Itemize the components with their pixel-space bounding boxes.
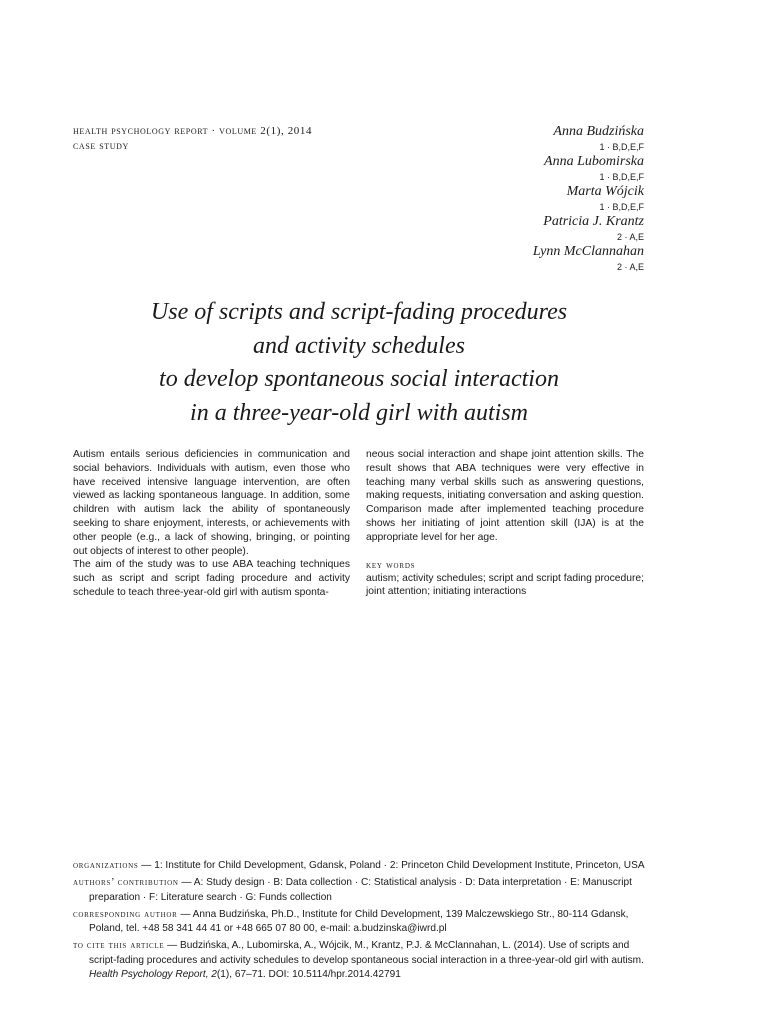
author-entry <box>533 214 644 244</box>
citation-text-end: (1), 67–71. DOI: 10.5114/hpr.2014.42791 <box>216 969 401 981</box>
author-affiliation: 1 · B,D,E,F <box>599 202 644 212</box>
abstract-left-column <box>73 448 350 600</box>
author-name: Anna Budzińska <box>553 124 644 139</box>
journal-line: health psychology report · volume 2(1), 2014 <box>73 125 313 137</box>
citation-note <box>73 939 648 982</box>
corresponding-label: corresponding author <box>73 908 178 920</box>
abstract-paragraph-aim-cont: neous social interaction and shape joint attention skills. The result shows that ABA techniques were very effective in teaching many verbal skills such as answering questions, making requests, initiating conversation and asking question. Comparison made after implemented teaching procedure shows her initiating of joint attention skill (IJA) is at the appropriate level for her age. <box>366 449 644 543</box>
contribution-text: — A: Study design · B: Data collection · C: Statistical analysis · D: Data interpretation · E: Manuscript preparation · F: Literature search · G: Funds collection <box>89 877 632 903</box>
title-line: in a three-year-old girl with autism <box>190 399 528 426</box>
abstract-paragraph: Autism entails serious deficiencies in communication and social behaviors. Individuals with autism, even those who have received intensive language intervention, are often viewed as lacking spontaneous language. In addition, some children with autism lack the ability of spontaneously seeking to share enjoyment, interests, or achievements with other people (e.g., a lack of showing, bringing, or pointing out objects of interest to other people). <box>73 449 350 557</box>
author-entry <box>533 244 644 274</box>
contribution-label: authors’ contribution <box>73 877 179 889</box>
citation-journal: Health Psychology Report, 2 <box>89 969 217 981</box>
author-affiliation: 2 · A,E <box>616 262 644 272</box>
author-affiliation: 1 · B,D,E,F <box>599 172 644 182</box>
keywords-label: key words <box>366 559 416 571</box>
article-title <box>73 296 645 430</box>
contribution-note <box>73 876 648 905</box>
organizations-label: organizations <box>73 860 139 871</box>
author-entry <box>533 154 644 184</box>
author-name: Lynn McClannahan <box>532 244 644 259</box>
organizations-note <box>73 859 648 873</box>
keywords-text: autism; activity schedules; script and script fading procedure; joint attention; initiating interactions <box>366 572 644 598</box>
title-line: and activity schedules <box>253 332 465 359</box>
organizations-text: — 1: Institute for Child Development, Gdansk, Poland · 2: Princeton Child Development Institute, Princeton, USA <box>138 860 645 871</box>
corresponding-text: — Anna Budzińska, Ph.D., Institute for Child Development, 139 Malczewskiego Str., 80-114 Gdansk, Poland, tel. +48 58 341 44 41 or +48 665 07 80 00, e-mail: a.budzinska@iwrd.pl <box>89 908 629 935</box>
author-name: Marta Wójcik <box>566 184 644 199</box>
abstract-paragraph-aim-start: The aim of the study was to use ABA teaching techniques such as script and script fading procedure and activity schedule to teach three-year-old girl with autism sponta- <box>73 559 350 598</box>
author-name: Patricia J. Krantz <box>543 214 644 229</box>
author-affiliation: 1 · B,D,E,F <box>599 142 644 152</box>
article-footer <box>73 859 648 985</box>
author-entry <box>533 184 644 214</box>
article-type: case study <box>73 140 129 152</box>
author-affiliation: 2 · A,E <box>616 232 644 242</box>
citation-text: — Budzińska, A., Lubomirska, A., Wójcik, M., Krantz, P.J. & McClannahan, L. (2014). Use of scripts and script-fading procedures and activity schedules to develop spontaneous social interaction in a three-year-old girl with autism. <box>89 940 644 966</box>
corresponding-note <box>73 908 648 937</box>
citation-label: to cite this article <box>73 940 165 952</box>
author-list <box>533 124 644 274</box>
journal-header <box>73 124 312 154</box>
author-name: Anna Lubomirska <box>544 154 644 169</box>
author-entry <box>533 124 644 154</box>
title-line: Use of scripts and script-fading procedures <box>150 299 568 325</box>
title-line: to develop spontaneous social interaction <box>159 366 559 392</box>
abstract-right-column <box>366 448 644 599</box>
